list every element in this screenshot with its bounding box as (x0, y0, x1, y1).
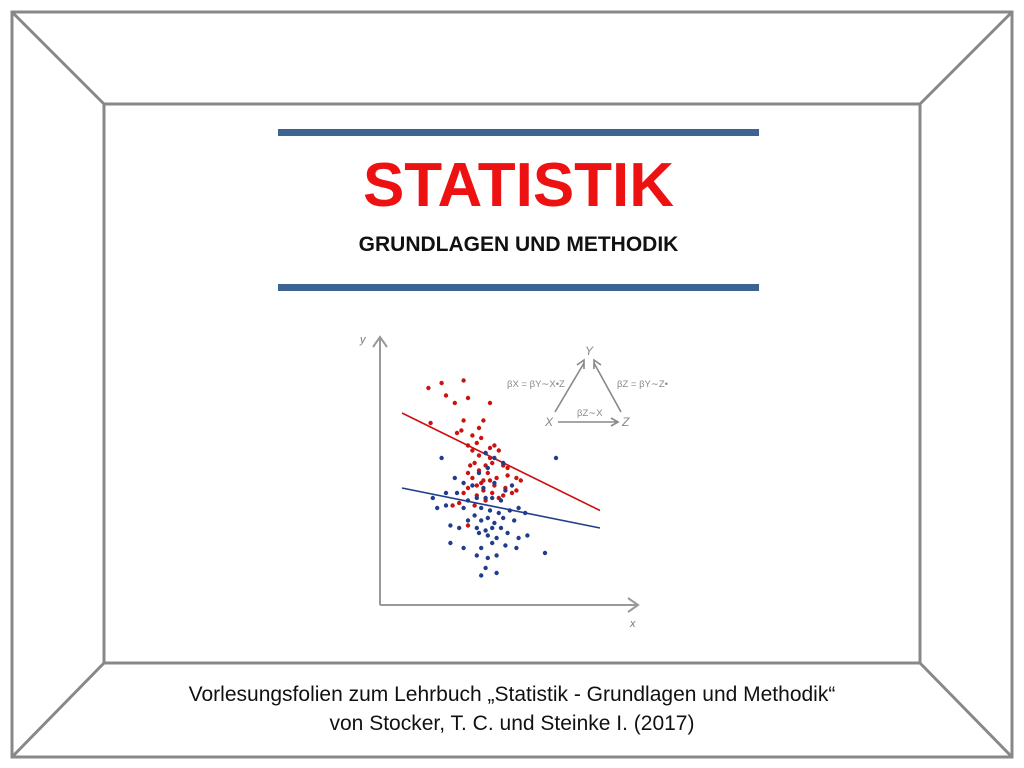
scatter-point-series-2 (492, 481, 496, 485)
scatter-point-series-1 (461, 491, 465, 495)
scatter-point-series-2 (461, 481, 465, 485)
scatter-point-series-2 (477, 471, 481, 475)
diagram-node-x: X (545, 415, 554, 429)
scatter-point-series-2 (444, 491, 448, 495)
scatter-point-series-1 (472, 461, 476, 465)
diagram-node-y: Y (585, 344, 594, 358)
causal-diagram (507, 344, 668, 429)
scatter-point-series-2 (490, 496, 494, 500)
scatter-point-series-1 (472, 503, 476, 507)
scatter-point-series-2 (470, 483, 474, 487)
scatter-point-series-1 (492, 443, 496, 447)
scatter-point-series-2 (516, 536, 520, 540)
footer-line-1: Vorlesungsfolien zum Lehrbuch „Statistik - Grundlagen und Methodik“ (188, 683, 836, 706)
scatter-point-series-2 (466, 518, 470, 522)
scatter-point-series-1 (439, 381, 443, 385)
scatter-point-series-2 (505, 531, 509, 535)
scatter-point-series-2 (448, 541, 452, 545)
scatter-point-series-1 (466, 471, 470, 475)
scatter-point-series-1 (488, 478, 492, 482)
diagram-label-bottom: βZ∼X (577, 408, 603, 419)
scatter-point-series-1 (461, 378, 465, 382)
scatter-point-series-1 (481, 418, 485, 422)
scatter-point-series-2 (503, 488, 507, 492)
scatter-point-series-2 (466, 498, 470, 502)
scatter-point-series-2 (479, 546, 483, 550)
title-rule-bottom (278, 284, 759, 291)
scatter-point-series-2 (486, 533, 490, 537)
scatter-point-series-1 (444, 393, 448, 397)
scatter-point-series-2 (501, 516, 505, 520)
scatter-point-series-1 (519, 478, 523, 482)
scatter-point-series-2 (510, 483, 514, 487)
scatter-point-series-1 (477, 426, 481, 430)
scatter-point-series-1 (453, 401, 457, 405)
scatter-point-series-1 (505, 473, 509, 477)
frame-corner-br (920, 663, 1012, 757)
scatter-point-series-1 (494, 476, 498, 480)
slide-title: STATISTIK (362, 151, 675, 220)
scatter-point-series-2 (494, 536, 498, 540)
scatter-point-series-2 (444, 503, 448, 507)
diagram-label-right: βZ = βY∼Z• (617, 379, 668, 390)
scatter-point-series-2 (554, 456, 558, 460)
scatter-point-series-2 (523, 511, 527, 515)
diagram-label-left: βX = βY∼X•Z (507, 379, 565, 390)
scatter-point-series-2 (431, 496, 435, 500)
scatter-point-series-2 (477, 531, 481, 535)
scatter-point-series-2 (514, 546, 518, 550)
scatter-point-series-2 (475, 526, 479, 530)
scatter-point-series-2 (481, 486, 485, 490)
scatter-point-series-2 (475, 553, 479, 557)
scatter-point-series-2 (475, 496, 479, 500)
scatter-point-series-1 (466, 486, 470, 490)
scatter-point-series-1 (466, 396, 470, 400)
scatter-point-series-1 (459, 428, 463, 432)
scatter-point-series-2 (503, 543, 507, 547)
scatter-point-series-2 (479, 518, 483, 522)
scatter-point-series-2 (508, 508, 512, 512)
scatter-point-series-1 (490, 461, 494, 465)
scatter-point-series-2 (461, 546, 465, 550)
scatter-point-series-2 (483, 451, 487, 455)
title-rule-top (278, 129, 759, 136)
scatter-point-series-1 (505, 466, 509, 470)
scatter-point-series-2 (486, 556, 490, 560)
scatter-point-series-1 (466, 523, 470, 527)
slide-footer (104, 680, 920, 738)
scatter-point-series-2 (461, 506, 465, 510)
scatter-figure (350, 325, 668, 635)
scatter-point-series-2 (512, 518, 516, 522)
scatter-point-series-2 (483, 528, 487, 532)
scatter-point-series-2 (472, 513, 476, 517)
x-axis-label: x (630, 618, 636, 630)
scatter-point-series-1 (488, 456, 492, 460)
scatter-point-series-1 (475, 483, 479, 487)
scatter-point-series-2 (488, 508, 492, 512)
scatter-point-series-2 (448, 523, 452, 527)
scatter-point-series-1 (475, 441, 479, 445)
scatter-point-series-2 (492, 521, 496, 525)
scatter-point-series-1 (426, 386, 430, 390)
data-points (426, 378, 558, 577)
scatter-point-series-1 (514, 476, 518, 480)
scatter-point-series-2 (479, 506, 483, 510)
scatter-point-series-1 (488, 446, 492, 450)
scatter-point-series-2 (525, 533, 529, 537)
scatter-point-series-1 (461, 418, 465, 422)
y-axis-label: y (360, 334, 366, 346)
scatter-point-series-1 (501, 493, 505, 497)
scatter-point-series-2 (516, 506, 520, 510)
scatter-point-series-2 (501, 461, 505, 465)
scatter-point-series-2 (494, 571, 498, 575)
scatter-point-series-2 (439, 456, 443, 460)
scatter-point-series-1 (479, 436, 483, 440)
scatter-point-series-2 (492, 456, 496, 460)
scatter-point-series-1 (486, 471, 490, 475)
scatter-point-series-1 (510, 491, 514, 495)
scatter-point-series-1 (514, 488, 518, 492)
scatter-point-series-2 (494, 553, 498, 557)
slide-subtitle: GRUNDLAGEN UND METHODIK (358, 233, 679, 256)
scatter-point-series-1 (450, 503, 454, 507)
scatter-point-series-2 (486, 466, 490, 470)
scatter-point-series-1 (481, 478, 485, 482)
scatter-point-series-1 (477, 453, 481, 457)
scatter-point-series-2 (483, 566, 487, 570)
scatter-point-series-2 (543, 551, 547, 555)
regression-line-2 (402, 488, 600, 528)
scatter-point-series-1 (497, 448, 501, 452)
regression-line-1 (402, 413, 600, 511)
scatter-point-series-2 (499, 526, 503, 530)
frame-corner-tl (12, 12, 104, 104)
scatter-point-series-1 (457, 501, 461, 505)
scatter-point-series-2 (486, 516, 490, 520)
scatter-point-series-2 (479, 573, 483, 577)
scatter-point-series-1 (466, 443, 470, 447)
scatter-point-series-1 (488, 401, 492, 405)
scatter-point-series-2 (455, 491, 459, 495)
scatter-point-series-2 (453, 476, 457, 480)
regression-lines (402, 413, 600, 528)
frame-corner-tr (920, 12, 1012, 104)
scatter-point-series-2 (483, 496, 487, 500)
scatter-point-series-1 (490, 491, 494, 495)
scatter-point-series-2 (490, 541, 494, 545)
scatter-point-series-2 (497, 511, 501, 515)
scatter-point-series-2 (435, 506, 439, 510)
scatter-point-series-1 (470, 476, 474, 480)
footer-line-2: von Stocker, T. C. und Steinke I. (2017) (329, 712, 695, 735)
diagram-node-z: Z (622, 415, 630, 429)
scatter-point-series-2 (499, 498, 503, 502)
scatter-point-series-1 (470, 448, 474, 452)
frame-corner-bl (12, 663, 104, 757)
scatter-point-series-2 (457, 526, 461, 530)
scatter-point-series-2 (490, 526, 494, 530)
scatter-point-series-1 (428, 421, 432, 425)
scatter-point-series-1 (455, 431, 459, 435)
scatter-point-series-1 (470, 433, 474, 437)
scatter-point-series-1 (468, 463, 472, 467)
